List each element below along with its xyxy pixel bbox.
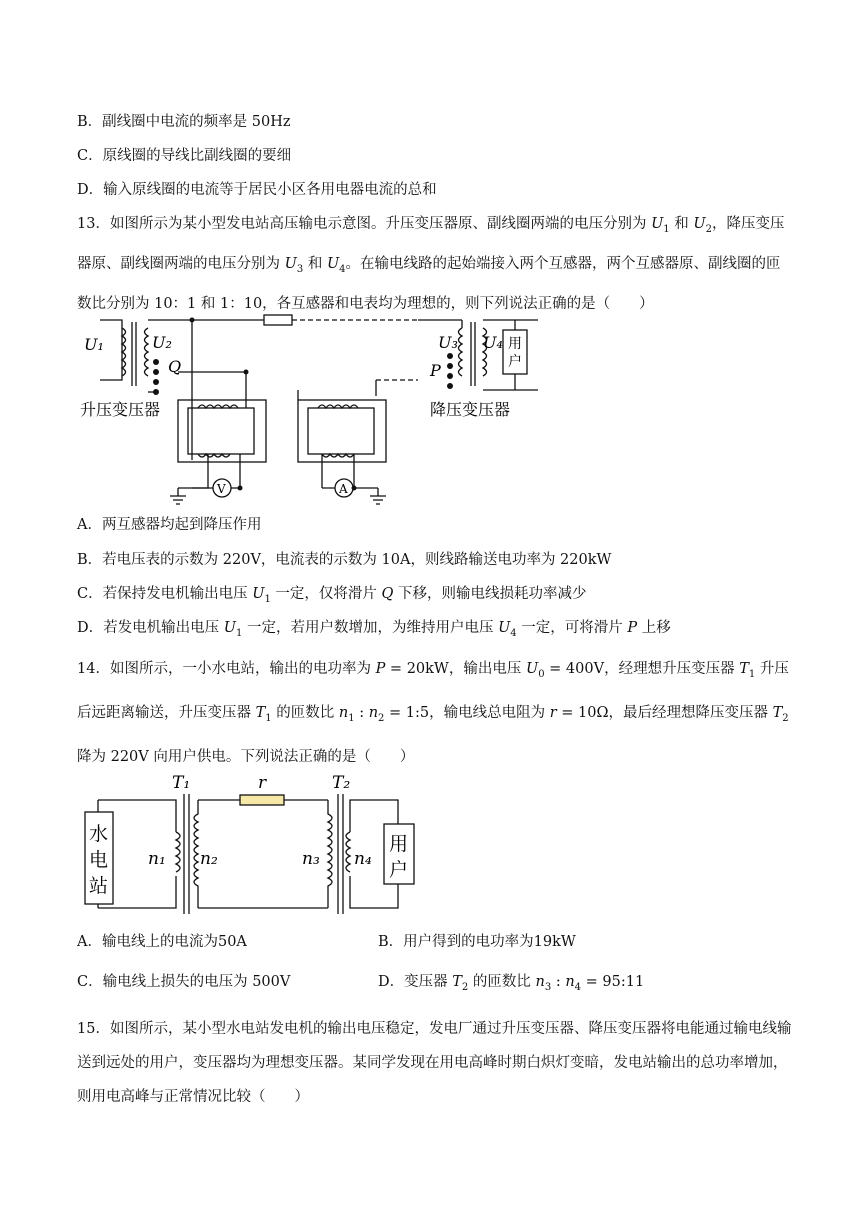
station-char-3: 站 bbox=[89, 875, 109, 897]
u4-label: U₄ bbox=[483, 333, 503, 352]
step-down-label: 降压变压器 bbox=[430, 400, 511, 419]
u1-label: U₁ bbox=[84, 335, 104, 354]
station-char-2: 电 bbox=[89, 849, 109, 871]
voltmeter-label: V bbox=[217, 482, 226, 496]
user-label: 用 bbox=[508, 336, 522, 352]
user-char-1: 用 bbox=[389, 833, 409, 855]
q13-option-a: A．两互感器均起到降压作用 bbox=[77, 517, 262, 533]
q14-option-c: C．输电线上损失的电压为 500V bbox=[77, 974, 291, 990]
resistor-r bbox=[240, 795, 284, 805]
q12-option-d: D．输入原线圈的电流等于居民小区各用电器电流的总和 bbox=[77, 182, 437, 198]
q14-option-b: B．用户得到的电功率为19kW bbox=[378, 934, 576, 950]
q14-option-d: D．变压器 $T_2$ 的匝数比 $n_3$ : $n_4$ = 95:11 bbox=[378, 974, 645, 993]
p-label: P bbox=[430, 361, 441, 380]
r-label: r bbox=[258, 774, 267, 793]
t1-label: T₁ bbox=[172, 774, 191, 793]
q13-option-d: D．若发电机输出电压 $U_1$ 一定，若用户数增加，为维持用户电压 $U_4$ 一定，可将滑片 P 上移 bbox=[77, 620, 671, 639]
q14-option-a: A．输电线上的电流为50A bbox=[77, 934, 247, 950]
q13-option-b: B．若电压表的示数为 220V，电流表的示数为 10A，则线路输送电功率为 220kW bbox=[77, 552, 612, 568]
svg-text:户: 户 bbox=[508, 354, 522, 370]
u2-label: U₂ bbox=[152, 333, 172, 352]
n4-label: n₄ bbox=[354, 849, 372, 869]
q14-circuit-figure bbox=[78, 774, 438, 920]
q12-option-c: C．原线圈的导线比副线圈的要细 bbox=[77, 148, 292, 164]
user-char-2: 户 bbox=[389, 859, 409, 881]
ammeter-label: A bbox=[339, 482, 348, 496]
q12-option-b: B．副线圈中电流的频率是 50Hz bbox=[77, 114, 291, 130]
n2-label: n₂ bbox=[200, 849, 218, 869]
n3-label: n₃ bbox=[302, 849, 320, 869]
q-label: Q bbox=[168, 357, 182, 376]
n1-label: n₁ bbox=[148, 849, 166, 869]
q13-option-c: C．若保持发电机输出电压 $U_1$ 一定，仅将滑片 Q 下移，则输电线损耗功率减少 bbox=[77, 586, 587, 605]
q13-circuit-figure bbox=[78, 310, 548, 510]
q14-stem: 14．如图所示，一小水电站，输出的电功率为 P = 20kW，输出电压 $U_0 = 400V$，经理想升压变压器 $T_1$ 升压后远距离输送，升压变压器 $T_1$ 的匝数比 $n_1$ : $n_2$ = 1:5，输电线总电阻为 r = 10Ω，最后经理想降压变压器 $T_2$ 降为 220V 向用户供电。下列说法正确的是（ ） bbox=[77, 661, 789, 765]
q15-stem: 15．如图所示，某小型水电站发电机的输出电压稳定，发电厂通过升压变压器、降压变压器将电能通过输电线输送到远处的用户，变压器均为理想变压器。某同学发现在用电高峰时期白炽灯变暗，发电站输出的总功率增加，则用电高峰与正常情况比较（ ） bbox=[77, 1021, 792, 1105]
u3-label: U₃ bbox=[438, 333, 458, 352]
t2-label: T₂ bbox=[332, 774, 351, 793]
q13-stem: 13．如图所示为某小型发电站高压输电示意图。升压变压器原、副线圈两端的电压分别为 $U_1$ 和 $U_2$，降压变压器原、副线圈两端的电压分别为 $U_3$ 和 $U_4$。在输电线路的起始端接入两个互感器，两个互感器原、副线圈的匝数比分别为 10：1 和 1：10，各互感器和电表均为理想的，则下列说法正确的是（ ） bbox=[77, 216, 785, 312]
step-up-label: 升压变压器 bbox=[80, 400, 161, 419]
station-char-1: 水 bbox=[89, 823, 109, 845]
